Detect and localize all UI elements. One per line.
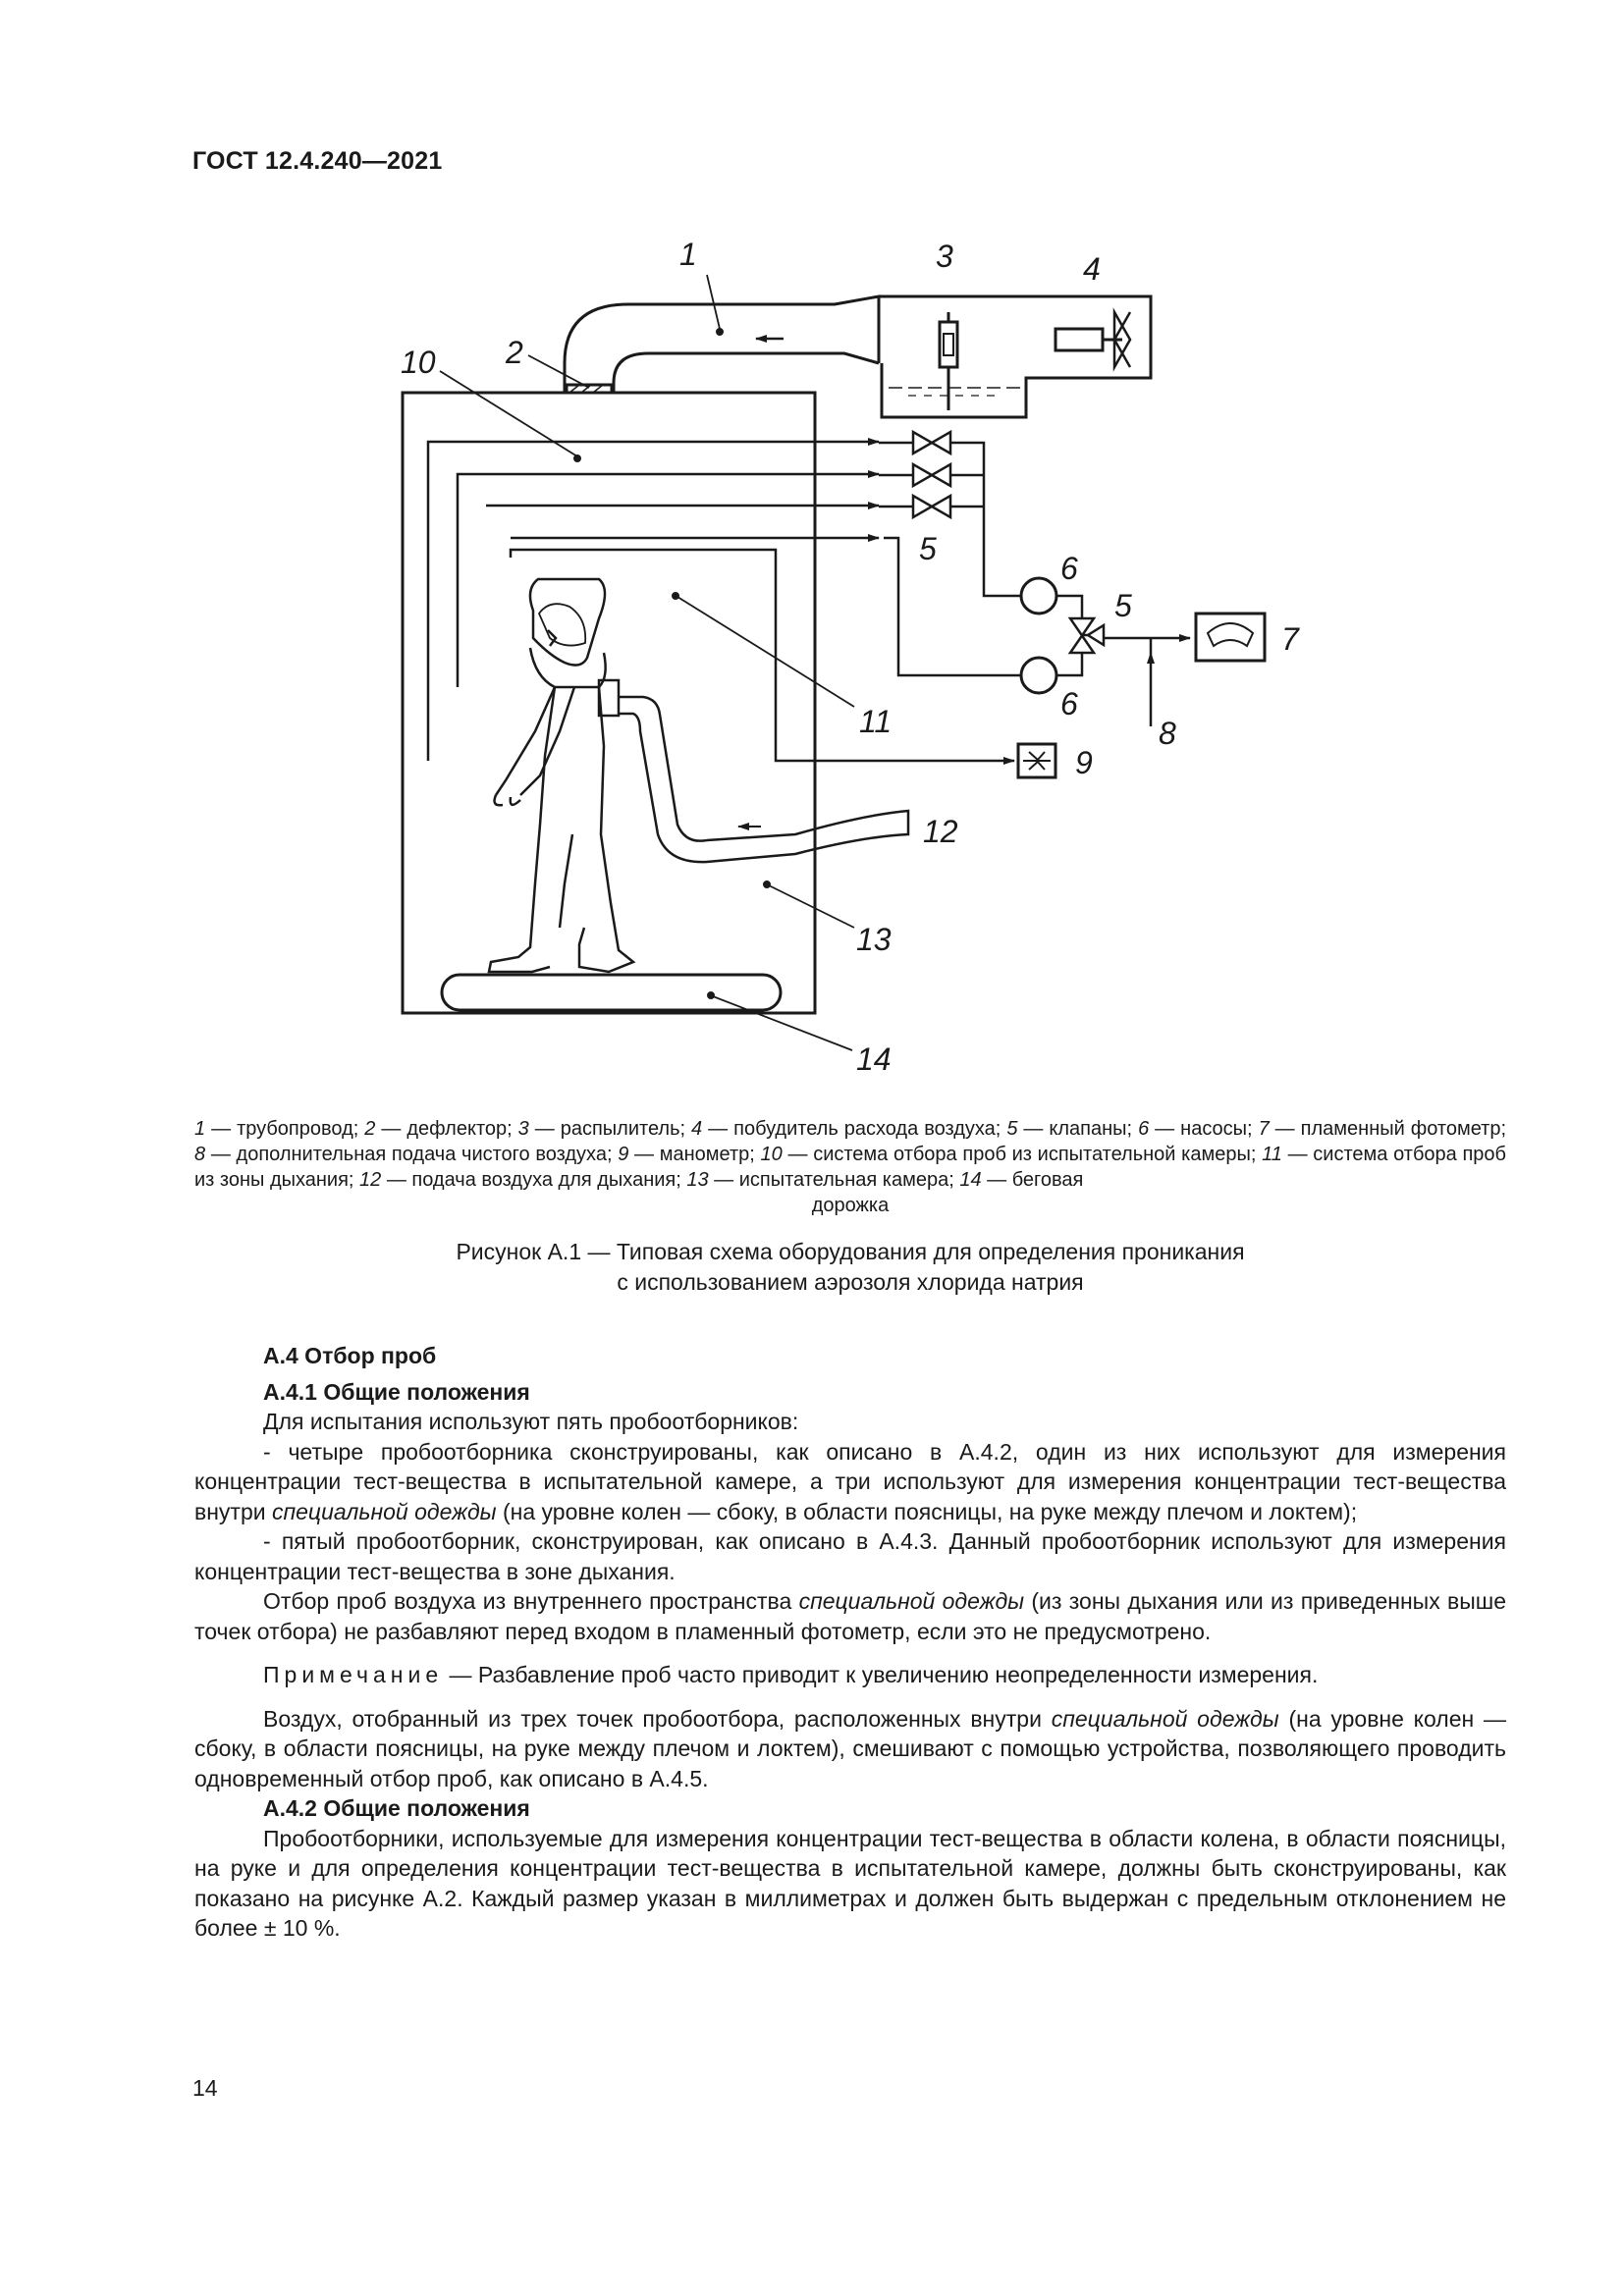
label-10: 10 bbox=[401, 345, 436, 380]
paragraph-1: Для испытания используют пять пробоотборников: bbox=[263, 1409, 799, 1434]
page-number: 14 bbox=[192, 2075, 218, 2101]
test-chamber bbox=[403, 393, 815, 1013]
valves bbox=[913, 432, 950, 517]
caption-line-2: с использованием аэрозоля хлорида натрия bbox=[617, 1269, 1084, 1295]
label-11: 11 bbox=[859, 704, 893, 739]
note: Примечание — Разбавление проб часто приводит к увеличению неопределенности измерения. bbox=[263, 1662, 1319, 1687]
label-2: 2 bbox=[506, 335, 523, 370]
breathing-air-supply bbox=[707, 811, 908, 862]
label-8: 8 bbox=[1159, 716, 1176, 751]
label-6-lower: 6 bbox=[1060, 686, 1078, 721]
label-7: 7 bbox=[1281, 621, 1299, 657]
atomizer-housing bbox=[879, 296, 1151, 417]
person-in-suit bbox=[489, 579, 707, 972]
pump-lower bbox=[1021, 658, 1056, 693]
label-1: 1 bbox=[679, 237, 697, 272]
paragraph-4: Отбор проб воздуха из внутреннего пространства специальной одежды (из зоны дыхания или из приведенных выше точек отбора) не разбавляют перед входом в пламенный фотометр, если это не предусмотрено. bbox=[194, 1588, 1506, 1644]
heading-a42: А.4.2 Общие положения bbox=[263, 1795, 530, 1821]
paragraph-5: Воздух, отобранный из трех точек пробоотбора, расположенных внутри специальной одежды (на уровне колен — сбоку, в области поясницы, на руке между плечом и локтем), смешивают с помощью устройства, позволяющего проводить одновременный отбор проб, как описано в А.4.5. bbox=[194, 1705, 1506, 1791]
label-12: 12 bbox=[923, 814, 958, 849]
equipment-diagram bbox=[0, 0, 1624, 1109]
paragraph-6: Пробоотборники, используемые для измерения концентрации тест-вещества в области колена, в области поясницы, на руке и для определения концентрации тест-вещества в испытательной камере, должны быть сконструированы, как показано на рисунке А.2. Каждый размер указан в миллиметрах и должен быть выдержан с предельным отклонением не более ± 10 %. bbox=[194, 1825, 1506, 1941]
heading-a41: А.4.1 Общие положения bbox=[263, 1378, 530, 1405]
flame-photometer bbox=[1196, 614, 1265, 661]
label-13: 13 bbox=[856, 922, 892, 957]
label-4: 4 bbox=[1083, 251, 1101, 287]
pipeline bbox=[565, 296, 879, 393]
heading-a4: А.4 Отбор проб bbox=[263, 1343, 437, 1368]
label-6-upper: 6 bbox=[1060, 551, 1078, 586]
legend-items: 1 — трубопровод; 2 — дефлектор; 3 — распылитель; 4 — побудитель расхода воздуха; 5 — клапаны; 6 — насосы; 7 — пламенный фотометр; 8 — дополнительная подача чистого воздуха; 9 — манометр; 10 — система отбора проб из испытательной камеры; 11 — система отбора проб из зоны дыхания; 12 — подача воздуха для дыхания; 13 — испытательная камера; 14 — беговая bbox=[194, 1118, 1507, 1191]
label-5-valves: 5 bbox=[919, 531, 937, 566]
paragraph-2: - четыре пробоотборника сконструированы, как описано в А.4.2, один из них используют для измерения концентрации тест-вещества в испытательной камере, а три используют для измерения концентрации тест-вещества внутри специальной одежды (на уровне колен — сбоку, в области поясницы, на руке между плечом и локтем); bbox=[194, 1438, 1506, 1524]
treadmill bbox=[442, 975, 781, 1010]
document-header: ГОСТ 12.4.240—2021 bbox=[192, 147, 443, 175]
legend-last-line: дорожка bbox=[811, 1195, 890, 1216]
figure-caption bbox=[194, 1237, 1506, 1298]
figure-legend bbox=[194, 1116, 1506, 1218]
pump-upper bbox=[1021, 578, 1056, 614]
air-flow-inducer bbox=[1056, 329, 1103, 350]
body-text bbox=[194, 1341, 1506, 1944]
label-9: 9 bbox=[1075, 745, 1093, 780]
label-5-three-way: 5 bbox=[1114, 588, 1132, 623]
caption-line-1: Рисунок А.1 — Типовая схема оборудования для определения проникания bbox=[456, 1239, 1245, 1264]
label-3: 3 bbox=[936, 239, 953, 274]
label-14: 14 bbox=[856, 1041, 892, 1077]
paragraph-3: - пятый пробоотборник, сконструирован, как описано в А.4.3. Данный пробоотборник используют для измерения концентрации тест-вещества в зоне дыхания. bbox=[194, 1528, 1506, 1584]
